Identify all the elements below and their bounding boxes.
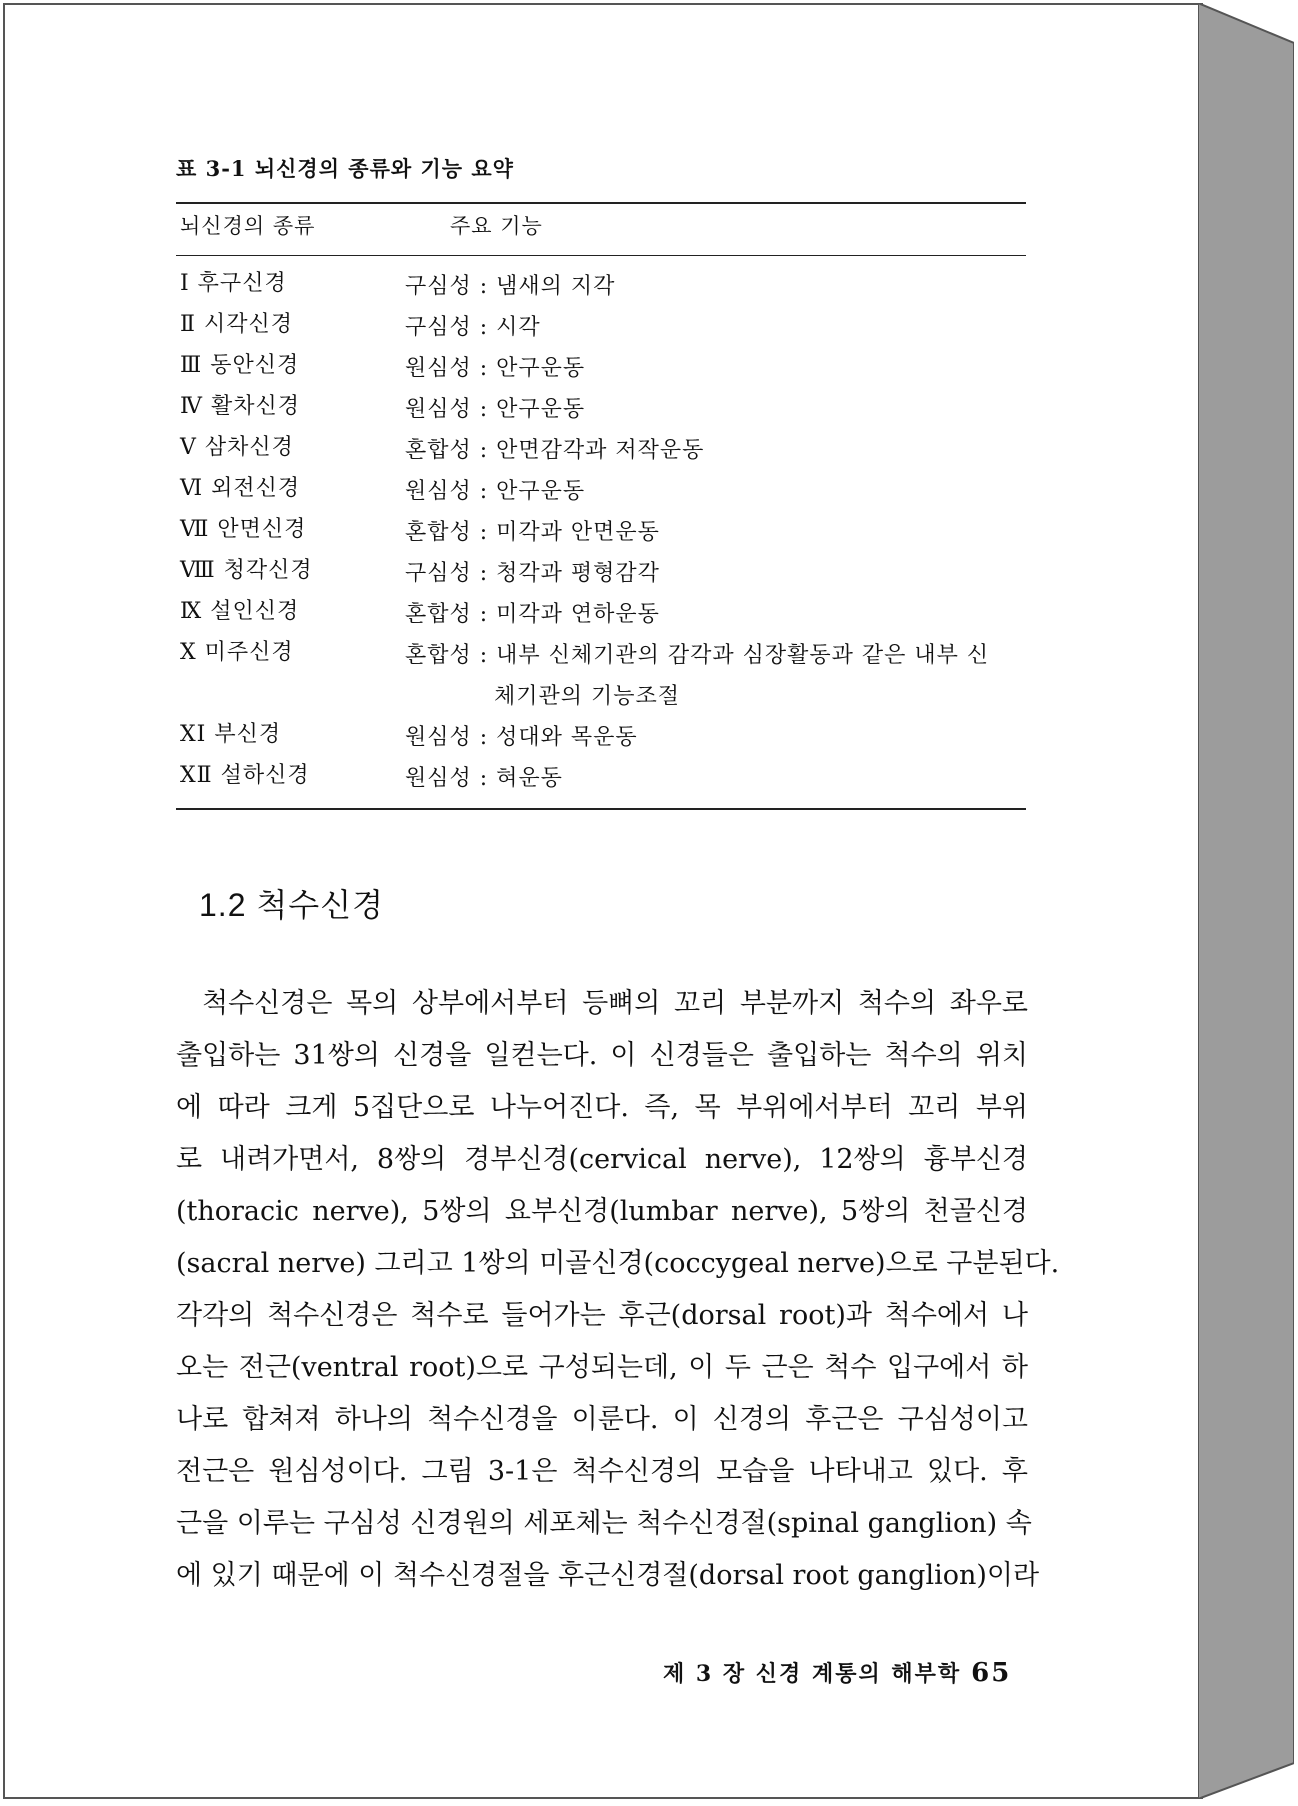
table-header-nerve: 뇌신경의 종류 (180, 214, 316, 238)
paragraph-line: 로 내려가면서, 8쌍의 경부신경(cervical nerve), 12쌍의 흉부신경 (176, 1144, 1028, 1175)
paragraph-line: 나로 합쳐져 하나의 척수신경을 이룬다. 이 신경의 후근은 구심성이고 (176, 1404, 1028, 1435)
table-row (0, 717, 1298, 757)
table-row (0, 430, 1298, 470)
paragraph-line: 출입하는 31쌍의 신경을 일컫는다. 이 신경들은 출입하는 척수의 위치 (176, 1040, 1028, 1071)
nerve-function: 혼합성 : 미각과 안면운동 (405, 520, 660, 545)
table-row (0, 266, 1298, 306)
paragraph-line: (thoracic nerve), 5쌍의 요부신경(lumbar nerve), 5쌍의 천골신경 (176, 1196, 1028, 1227)
paragraph-line: 각각의 척수신경은 척수로 들어가는 후근(dorsal root)과 척수에서 나 (176, 1300, 1028, 1331)
nerve-name: Ⅷ 청각신경 (180, 558, 313, 583)
table-header-function: 주요 기능 (450, 214, 543, 238)
paragraph-line: 전근은 원심성이다. 그림 3-1은 척수신경의 모습을 나타내고 있다. 후 (176, 1456, 1028, 1487)
nerve-name: Ⅴ 삼차신경 (180, 435, 294, 460)
paragraph-line: 오는 전근(ventral root)으로 구성되는데, 이 두 근은 척수 입구에서 하 (176, 1352, 1028, 1383)
nerve-name: Ⅶ 안면신경 (180, 517, 307, 542)
nerve-name: Ⅹ 미주신경 (180, 640, 294, 665)
table-row (0, 512, 1298, 552)
table-row (0, 594, 1298, 634)
table-header-rule (176, 255, 1026, 256)
nerve-function: 원심성 : 성대와 목운동 (405, 725, 638, 750)
table-row (0, 635, 1298, 717)
nerve-function: 원심성 : 안구운동 (405, 397, 586, 422)
nerve-name: Ⅱ 시각신경 (180, 312, 293, 337)
table-row (0, 553, 1298, 593)
nerve-name: Ⅰ 후구신경 (180, 271, 287, 296)
paragraph-line: 근을 이루는 구심성 신경원의 세포체는 척수신경절(spinal ganglion) 속 (176, 1508, 1032, 1539)
table-bottom-rule (176, 808, 1026, 810)
table-caption: 표 3-1 뇌신경의 종류와 기능 요약 (176, 156, 514, 181)
table-row (0, 758, 1298, 798)
nerve-function: 구심성 : 청각과 평형감각 (405, 561, 660, 586)
nerve-function: 원심성 : 안구운동 (405, 479, 586, 504)
paragraph-line: (sacral nerve) 그리고 1쌍의 미골신경(coccygeal nerve)으로 구분된다. (176, 1248, 1060, 1279)
section-heading: 1.2 척수신경 (199, 887, 385, 923)
paragraph-line: 에 따라 크게 5집단으로 나누어진다. 즉, 목 부위에서부터 꼬리 부위 (176, 1092, 1028, 1123)
nerve-function-line: 혼합성 : 내부 신체기관의 감각과 심장활동과 같은 내부 신 (405, 643, 990, 668)
body-paragraph (176, 978, 1060, 1602)
table-top-rule (176, 202, 1026, 204)
nerve-function: 구심성 : 냄새의 지각 (405, 274, 616, 299)
chapter-title: 제 3 장 신경 계통의 해부학 (663, 1661, 962, 1687)
nerve-function: 원심성 : 안구운동 (405, 356, 586, 381)
paragraph-line: 척수신경은 목의 상부에서부터 등뼈의 꼬리 부분까지 척수의 좌우로 (202, 988, 1028, 1019)
table-row (0, 471, 1298, 511)
nerve-name: XⅡ 설하신경 (180, 763, 310, 788)
page-footer (663, 1657, 1011, 1688)
nerve-name: XⅠ 부신경 (180, 722, 282, 747)
nerve-function: 구심성 : 시각 (405, 315, 541, 340)
page-number: 65 (971, 1658, 1012, 1688)
nerve-function (405, 635, 1030, 717)
table-row (0, 389, 1298, 429)
nerve-function: 혼합성 : 안면감각과 저작운동 (405, 438, 705, 463)
nerve-function: 원심성 : 혀운동 (405, 766, 563, 791)
table-row (0, 348, 1298, 388)
nerve-function: 혼합성 : 미각과 연하운동 (405, 602, 660, 627)
table-row (0, 307, 1298, 347)
paragraph-line: 에 있기 때문에 이 척수신경절을 후근신경절(dorsal root ganglion)이라 (176, 1560, 1040, 1591)
nerve-name: Ⅸ 설인신경 (180, 599, 300, 624)
nerve-name: Ⅵ 외전신경 (180, 476, 301, 501)
nerve-name: Ⅲ 동안신경 (180, 353, 300, 378)
nerve-function-continuation: 체기관의 기능조절 (494, 684, 681, 709)
nerve-name: Ⅳ 활차신경 (180, 394, 300, 419)
